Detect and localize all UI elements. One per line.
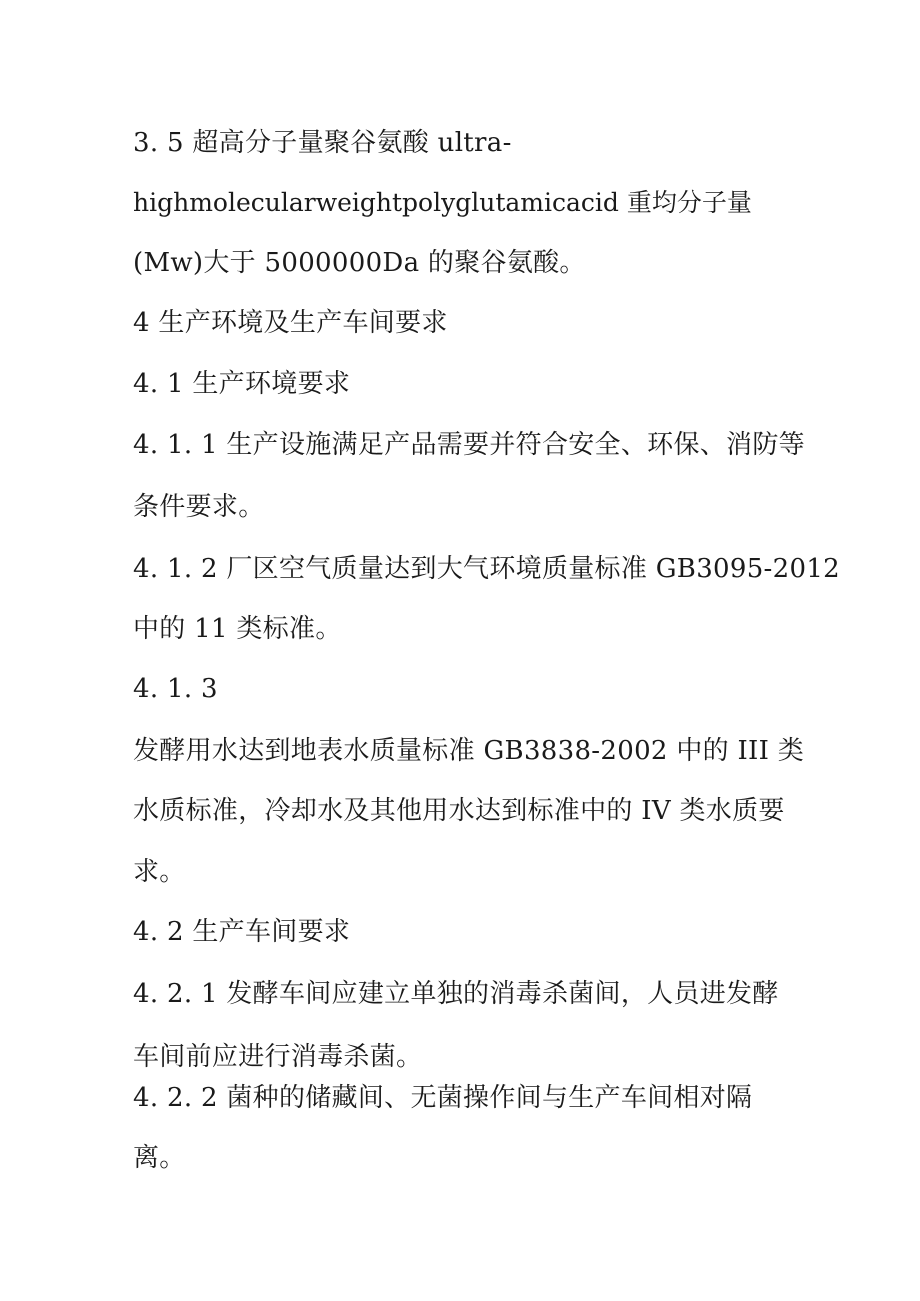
text-line-4-1-1: 4. 1. 1 生产设施满足产品需要并符合安全、环保、消防等 <box>133 430 805 460</box>
text-line-4-1-2: 4. 1. 2 厂区空气质量达到大气环境质量标准 GB3095-2012 <box>133 554 841 584</box>
section-heading-4: 4 生产环境及生产车间要求 <box>133 308 448 338</box>
text-line-4-1-3-body-cont: 水质标准，冷却水及其他用水达到标准中的 IV 类水质要 <box>133 796 785 826</box>
text-line-3-5-term: 3. 5 超高分子量聚谷氨酸 ultra- <box>133 128 512 158</box>
text-line-4-2-1: 4. 2. 1 发酵车间应建立单独的消毒杀菌间，人员进发酵 <box>133 979 779 1009</box>
section-heading-4-1: 4. 1 生产环境要求 <box>133 369 351 399</box>
text-line-4-2-2-cont: 离。 <box>133 1143 186 1173</box>
text-line-4-1-2-cont: 中的 11 类标准。 <box>133 614 342 644</box>
text-line-3-5-definition: (Mw)大于 5000000Da 的聚谷氨酸。 <box>133 248 586 278</box>
text-line-4-1-3-body-end: 求。 <box>133 857 186 887</box>
section-heading-4-2: 4. 2 生产车间要求 <box>133 917 351 947</box>
text-line-4-1-3-body: 发酵用水达到地表水质量标准 GB3838-2002 中的 III 类 <box>133 736 805 766</box>
text-line-4-1-1-cont: 条件要求。 <box>133 492 265 522</box>
text-line-4-1-3: 4. 1. 3 <box>133 674 218 704</box>
text-line-4-2-2: 4. 2. 2 菌种的储藏间、无菌操作间与生产车间相对隔 <box>133 1083 753 1113</box>
text-line-4-2-1-cont: 车间前应进行消毒杀菌。 <box>133 1042 423 1072</box>
text-line-3-5-term-english: highmolecularweightpolyglutamicacid 重均分子量 <box>133 188 752 217</box>
